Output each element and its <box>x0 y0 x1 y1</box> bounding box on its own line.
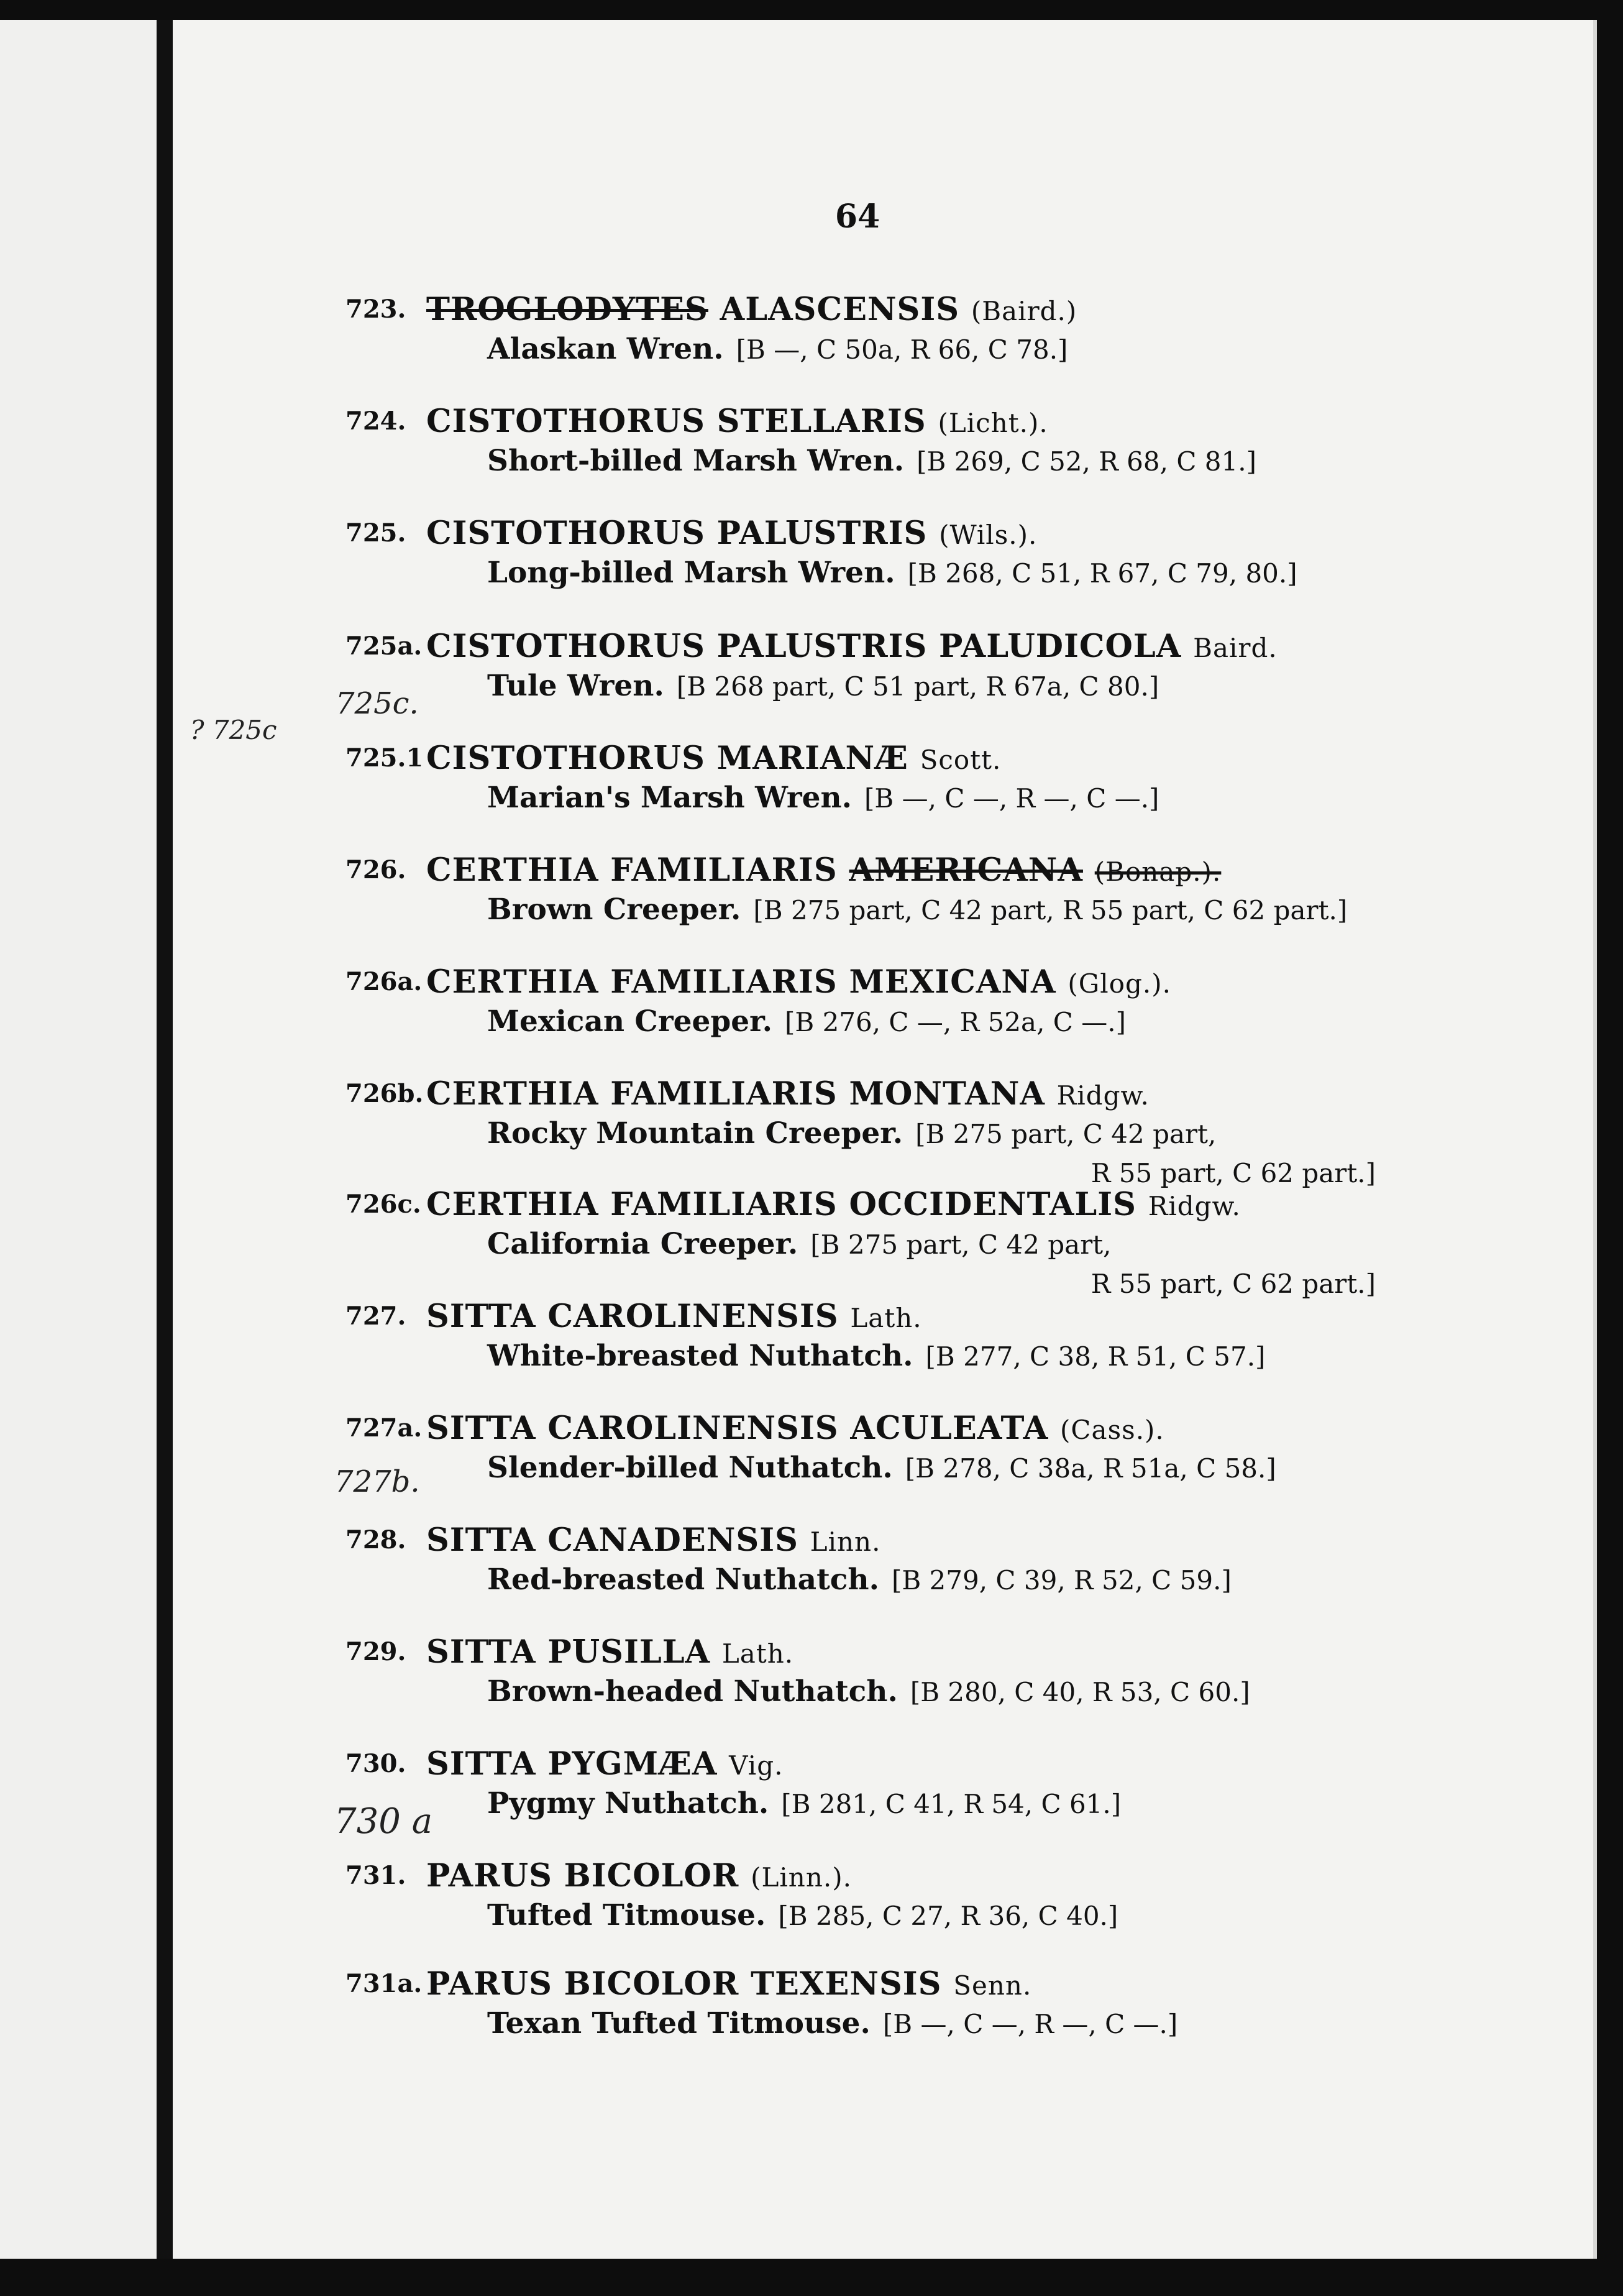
reference-citations: [B 285, C 27, R 36, C 40.] <box>778 1901 1118 1931</box>
reference-citations: [B 268, C 51, R 67, C 79, 80.] <box>907 558 1297 589</box>
common-name: White-breasted Nuthatch. <box>487 1339 913 1373</box>
common-name-line <box>487 2005 1177 2043</box>
common-name: Red-breasted Nuthatch. <box>487 1563 879 1597</box>
common-name: Alaskan Wren. <box>487 332 724 366</box>
species-epithet: CANADENSIS <box>536 1522 798 1559</box>
common-name: Mexican Creeper. <box>487 1004 772 1039</box>
reference-citations: [B 279, C 39, R 52, C 59.] <box>891 1565 1232 1596</box>
common-name-line <box>487 891 1347 929</box>
entry-number: 725.1 <box>345 743 424 773</box>
genus-name: TROGLODYTES <box>426 291 708 328</box>
common-name: Rocky Mountain Creeper. <box>487 1116 903 1150</box>
scientific-name <box>426 1965 1031 2004</box>
common-name: Brown Creeper. <box>487 893 741 927</box>
struck-subspecies: AMERICANA <box>849 852 1083 889</box>
genus-name: CISTOTHORUS <box>426 628 705 665</box>
author-citation: (Licht.). <box>938 408 1048 438</box>
author-citation: Vig. <box>729 1750 784 1781</box>
author-citation: Ridgw. <box>1056 1080 1150 1111</box>
common-name: Pygmy Nuthatch. <box>487 1786 769 1821</box>
author-citation: (Baird.) <box>971 296 1077 326</box>
scientific-name <box>426 963 1171 1003</box>
scientific-name <box>426 1745 783 1784</box>
author-citation: Scott. <box>920 745 1002 775</box>
genus-name: CERTHIA <box>426 963 599 1001</box>
species-epithet: ALASCENSIS <box>708 291 960 328</box>
common-name: Texan Tufted Titmouse. <box>487 2006 871 2041</box>
entry-number: 725. <box>345 518 406 548</box>
handwritten-note-725c: 725c. <box>336 686 419 721</box>
author-citation: (Bonap.). <box>1094 856 1222 887</box>
species-epithet: STELLARIS <box>705 403 926 440</box>
reference-citations: [B 278, C 38a, R 51a, C 58.] <box>905 1453 1276 1484</box>
species-epithet: BICOLOR TEXENSIS <box>552 1965 942 2003</box>
binding-edge <box>157 20 173 2259</box>
entry-number: 726c. <box>345 1190 421 1219</box>
genus-name: SITTA <box>426 1410 536 1447</box>
reference-citations: [B —, C —, R —, C —.] <box>864 783 1159 814</box>
author-citation: Ridgw. <box>1148 1191 1241 1221</box>
species-epithet: FAMILIARIS OCCIDENTALIS <box>598 1186 1136 1223</box>
common-name-line <box>487 779 1159 817</box>
entry-number: 725a. <box>345 631 423 661</box>
common-name: California Creeper. <box>487 1227 798 1261</box>
genus-name: SITTA <box>426 1745 536 1783</box>
handwritten-margin-note: ? 725c <box>190 715 277 745</box>
reference-citations: [B 275 part, C 42 part, R 55 part, C 62 part.] <box>753 895 1348 925</box>
genus-name: CERTHIA <box>426 852 599 889</box>
species-epithet: PALUSTRIS PALUDICOLA <box>705 628 1182 665</box>
common-name: Slender-billed Nuthatch. <box>487 1451 893 1485</box>
author-citation: Senn. <box>953 1970 1032 2001</box>
scientific-name <box>426 1857 852 1896</box>
common-name-line <box>487 1003 1126 1041</box>
common-name-line <box>487 1785 1121 1823</box>
entry-number: 726b. <box>345 1079 424 1108</box>
handwritten-note-730a: 730 a <box>334 1801 433 1842</box>
common-name: Long-billed Marsh Wren. <box>487 556 895 590</box>
common-name: Marian's Marsh Wren. <box>487 781 853 815</box>
genus-name: SITTA <box>426 1522 536 1559</box>
common-name: Tule Wren. <box>487 669 664 703</box>
entry-number: 727a. <box>345 1413 423 1443</box>
author-citation: (Wils.). <box>939 520 1038 550</box>
entry-number: 729. <box>345 1637 406 1666</box>
reference-citations: [B 268 part, C 51 part, R 67a, C 80.] <box>676 671 1159 702</box>
common-name-line <box>487 443 1256 480</box>
reference-citations: [B —, C —, R —, C —.] <box>882 2009 1178 2039</box>
author-citation: Baird. <box>1193 633 1278 663</box>
common-name-line <box>487 554 1297 592</box>
species-epithet: FAMILIARIS MONTANA <box>598 1075 1045 1113</box>
entry-number: 731. <box>345 1861 406 1890</box>
entry-number: 723. <box>345 295 406 324</box>
scientific-name <box>426 1522 880 1561</box>
genus-name: PARUS <box>426 1965 552 2003</box>
genus-name: SITTA <box>426 1298 536 1335</box>
genus-name: CISTOTHORUS <box>426 403 705 440</box>
common-name-line <box>487 1226 1112 1264</box>
reference-citations: [B 275 part, C 42 part, <box>915 1119 1217 1149</box>
author-citation: Linn. <box>810 1527 881 1557</box>
scientific-name <box>426 1633 793 1673</box>
common-name-line <box>487 1115 1216 1153</box>
page-number: 64 <box>834 198 880 236</box>
entry-number: 727. <box>345 1302 406 1331</box>
reference-citations: [B 277, C 38, R 51, C 57.] <box>925 1341 1266 1372</box>
author-citation: (Cass.). <box>1060 1415 1164 1445</box>
page-edge-shade <box>1593 20 1597 2259</box>
common-name-line <box>487 668 1159 705</box>
reference-citations: [B 281, C 41, R 54, C 61.] <box>781 1789 1122 1819</box>
handwritten-note-727b: 727b. <box>334 1464 420 1499</box>
common-name: Short-billed Marsh Wren. <box>487 444 905 478</box>
genus-name: SITTA <box>426 1633 536 1671</box>
reference-citations: [B 276, C —, R 52a, C —.] <box>784 1007 1127 1037</box>
author-citation: Lath. <box>850 1303 922 1333</box>
reference-citations-continued: R 55 part, C 62 part.] <box>1090 1158 1376 1188</box>
species-epithet: MARIANÆ <box>705 740 908 777</box>
scientific-name <box>426 1075 1150 1114</box>
species-epithet: CAROLINENSIS ACULEATA <box>536 1410 1049 1447</box>
common-name-line <box>487 1338 1265 1375</box>
entry-number: 731a. <box>345 1969 423 1998</box>
genus-name: CISTOTHORUS <box>426 740 705 777</box>
species-epithet: PUSILLA <box>536 1633 711 1671</box>
reference-citations: [B 280, C 40, R 53, C 60.] <box>910 1677 1250 1707</box>
scientific-name <box>426 1186 1241 1225</box>
entry-number: 726. <box>345 855 406 884</box>
author-citation: Lath. <box>721 1638 794 1669</box>
left-margin-strip <box>0 20 157 2259</box>
reference-citations: [B —, C 50a, R 66, C 78.] <box>736 334 1068 365</box>
common-name-line <box>487 331 1068 369</box>
common-name-line <box>487 1561 1232 1599</box>
reference-citations: [B 275 part, C 42 part, <box>810 1229 1112 1260</box>
entry-number: 730. <box>345 1749 406 1778</box>
scientific-name <box>426 1410 1164 1449</box>
scientific-name <box>426 852 1221 891</box>
author-citation: (Linn.). <box>751 1862 852 1893</box>
entry-number: 724. <box>345 406 406 436</box>
entry-number: 728. <box>345 1525 406 1554</box>
scientific-name <box>426 291 1077 330</box>
species-epithet: FAMILIARIS <box>598 852 838 889</box>
genus-name: CERTHIA <box>426 1186 599 1223</box>
species-epithet: FAMILIARIS MEXICANA <box>598 963 1056 1001</box>
common-name-line <box>487 1673 1250 1711</box>
common-name: Tufted Titmouse. <box>487 1898 766 1932</box>
common-name: Brown-headed Nuthatch. <box>487 1674 898 1709</box>
scientific-name <box>426 628 1278 667</box>
genus-name: CERTHIA <box>426 1075 599 1113</box>
scientific-name <box>426 515 1037 554</box>
common-name-line <box>487 1897 1118 1935</box>
species-epithet: PYGMÆA <box>536 1745 718 1783</box>
species-epithet: CAROLINENSIS <box>536 1298 839 1335</box>
scientific-name <box>426 403 1048 442</box>
genus-name: CISTOTHORUS <box>426 515 705 552</box>
genus-name: PARUS <box>426 1857 552 1894</box>
author-citation: (Glog.). <box>1068 968 1171 999</box>
entry-number: 726a. <box>345 967 423 996</box>
reference-citations: [B 269, C 52, R 68, C 81.] <box>917 446 1256 477</box>
species-epithet: PALUSTRIS <box>705 515 928 552</box>
scientific-name <box>426 1298 922 1337</box>
scientific-name <box>426 740 1001 779</box>
species-epithet: BICOLOR <box>552 1857 739 1894</box>
common-name-line <box>487 1449 1276 1487</box>
reference-citations-continued: R 55 part, C 62 part.] <box>1090 1269 1376 1299</box>
